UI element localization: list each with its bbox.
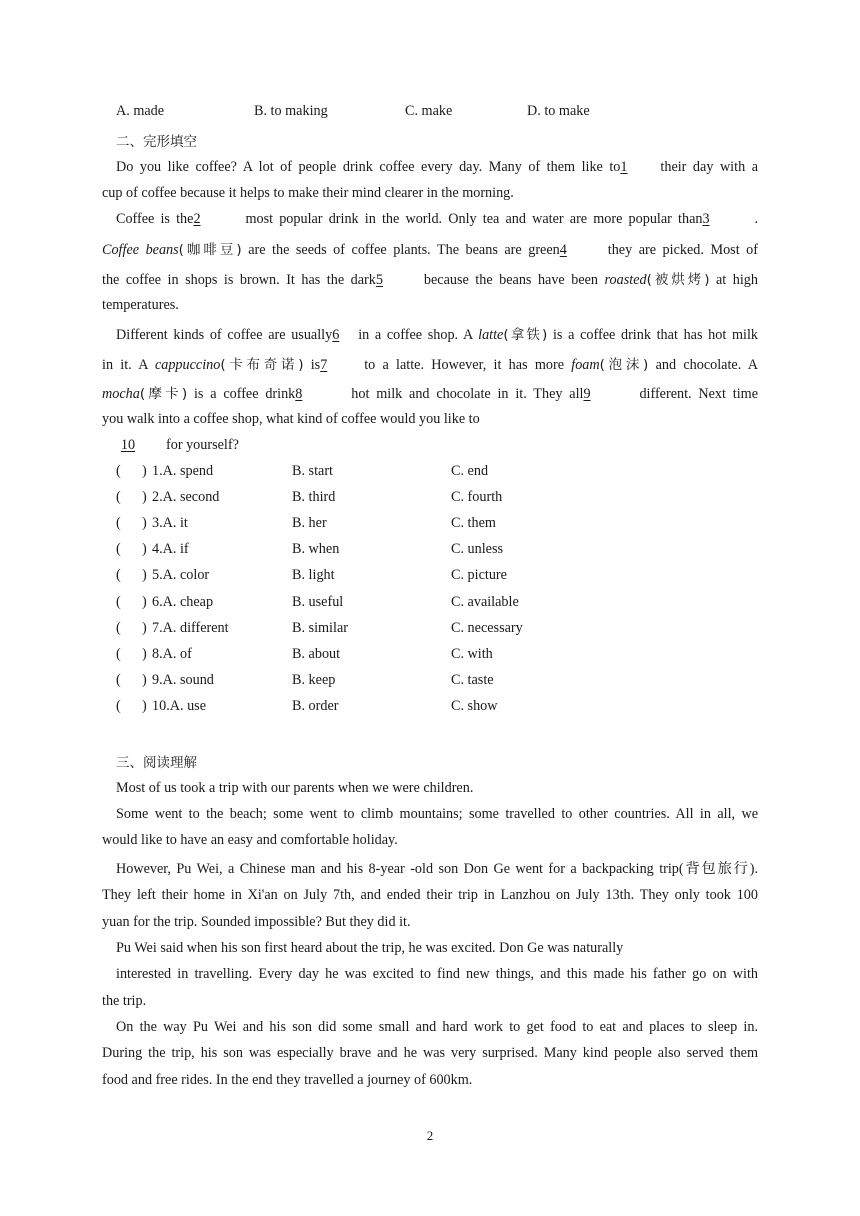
option-d: D. to make [527,103,590,119]
option-a: 7.A. different [152,620,229,636]
paragraph-line: food and free rides. In the end they travelled a journey of 600km. [102,1072,473,1088]
paragraph-line: the trip. [102,993,147,1009]
option-a: 3.A. it [152,515,188,531]
paragraph-line: yuan for the trip. Sounded impossible? But they did it. [102,914,411,930]
answer-bracket[interactable]: ( ) [116,646,147,662]
option-c: C. show [451,698,498,714]
blank-5: 5 [375,272,383,288]
blank-3: 3 [702,211,710,227]
answer-bracket[interactable]: ( ) [116,672,147,688]
option-c: C. picture [451,567,507,583]
option-a: A. made [116,103,165,119]
option-c: C. necessary [451,620,523,636]
option-c: C. with [451,646,493,662]
paragraph-line: However, Pu Wei, a Chinese man and his 8-year -old son Don Ge went for a backpacking trip(背包旅行). [116,861,758,877]
blank-9: 9 [583,386,591,402]
option-b: B. keep [292,672,336,688]
option-b: B. similar [292,620,348,636]
blank-8: 8 [295,386,303,402]
paragraph-line: On the way Pu Wei and his son did some small and hard work to get food to eat and places to sleep in. [116,1019,758,1035]
blank-10: 10 [120,437,136,453]
blank-4: 4 [559,242,567,258]
paragraph-line: you walk into a coffee shop, what kind of coffee would you like to [102,411,480,427]
paragraph-line: cup of coffee because it helps to make their mind clearer in the morning. [102,185,514,201]
option-b: B. her [292,515,327,531]
paragraph-line: would like to have an easy and comfortable holiday. [102,832,398,848]
section-heading-cloze: 二、完形填空 [116,134,197,150]
paragraph-line: mocha(摩卡) is a coffee drink8 hot milk and chocolate in it. They all9 different. Next time [102,386,758,402]
paragraph-line: in it. A cappuccino(卡布奇诺) is7 to a latte. However, it has more foam(泡沫) and chocolate. A [102,357,758,373]
option-b: B. useful [292,594,344,610]
option-b: B. light [292,567,335,583]
blank-6: 6 [332,327,340,343]
option-a: 10.A. use [152,698,206,714]
option-a: 8.A. of [152,646,192,662]
option-c: C. available [451,594,519,610]
blank-2: 2 [193,211,201,227]
answer-bracket[interactable]: ( ) [116,541,147,557]
option-a: 5.A. color [152,567,210,583]
option-a: 9.A. sound [152,672,214,688]
option-b: B. to making [254,103,328,119]
option-b: B. when [292,541,340,557]
option-b: B. about [292,646,341,662]
paragraph-line: Most of us took a trip with our parents when we were children. [116,780,474,796]
option-a: 1.A. spend [152,463,214,479]
answer-bracket[interactable]: ( ) [116,515,147,531]
option-b: B. third [292,489,336,505]
answer-bracket[interactable]: ( ) [116,463,147,479]
option-c: C. taste [451,672,494,688]
section-heading-reading: 三、阅读理解 [116,755,197,771]
paragraph-line: Pu Wei said when his son first heard about the trip, he was excited. Don Ge was naturally [116,940,624,956]
option-c: C. them [451,515,496,531]
paragraph-line: interested in travelling. Every day he was excited to find new things, and this made his father go on with [116,966,758,982]
option-a: 4.A. if [152,541,189,557]
page-number: 2 [426,1128,434,1143]
option-c: C. end [451,463,489,479]
paragraph-line: Different kinds of coffee are usually6 in a coffee shop. A latte(拿铁) is a coffee drink that has hot milk [116,327,758,343]
answer-bracket[interactable]: ( ) [116,698,147,714]
paragraph-line: Some went to the beach; some went to climb mountains; some travelled to other countries. All in all, we [116,806,758,822]
paragraph-line: They left their home in Xi'an on July 7th, and ended their trip in Lanzhou on July 13th. They only took 100 [102,887,758,903]
option-a: 2.A. second [152,489,220,505]
option-c: C. fourth [451,489,503,505]
paragraph-line: Coffee beans(咖啡豆) are the seeds of coffee plants. The beans are green4 they are picked. Most of [102,242,758,258]
answer-bracket[interactable]: ( ) [116,620,147,636]
option-b: B. order [292,698,339,714]
answer-bracket[interactable]: ( ) [116,594,147,610]
paragraph-line: temperatures. [102,297,179,313]
paragraph-line: 10 for yourself? [102,437,758,454]
option-c: C. make [405,103,453,119]
answer-bracket[interactable]: ( ) [116,567,147,583]
paragraph-line: Coffee is the2 most popular drink in the world. Only tea and water are more popular than3 . [116,211,759,227]
paragraph-line: the coffee in shops is brown. It has the dark5 because the beans have been roasted(被烘烤) at high [102,272,758,288]
option-b: B. start [292,463,333,479]
blank-1: 1 [620,159,628,175]
answer-bracket[interactable]: ( ) [116,489,147,505]
paragraph-line: Do you like coffee? A lot of people drink coffee every day. Many of them like to1 their day with a [116,159,758,175]
blank-7: 7 [320,357,328,373]
option-a: 6.A. cheap [152,594,214,610]
option-c: C. unless [451,541,504,557]
paragraph-line: During the trip, his son was especially brave and he was very surprised. Many kind people also served them [102,1045,758,1061]
